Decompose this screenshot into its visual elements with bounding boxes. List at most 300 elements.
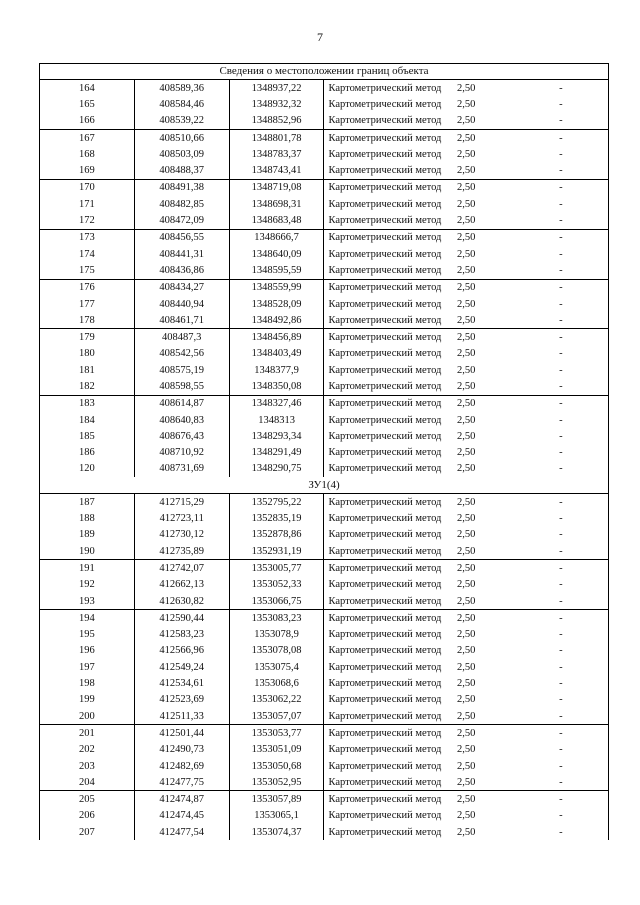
y-coordinate: 1348528,09 [229, 296, 324, 312]
precision: 2,50 [457, 298, 476, 310]
point-number: 189 [40, 527, 135, 543]
y-coordinate: 1348640,09 [229, 246, 324, 262]
method: Картометрический метод [324, 179, 419, 196]
precision: 2,50 [457, 776, 476, 788]
precision: 2,50 [457, 82, 476, 94]
point-number: 203 [40, 758, 135, 774]
method: Картометрический метод [324, 659, 419, 675]
y-coordinate: 1348403,49 [229, 346, 324, 362]
point-number: 172 [40, 212, 135, 229]
precision: 2,50 [419, 179, 514, 196]
y-coordinate: 1353053,77 [229, 725, 324, 742]
y-coordinate: 1352795,22 [229, 494, 324, 511]
precision: 2,50 [457, 364, 476, 376]
table-row [40, 395, 609, 412]
table-row [40, 824, 609, 840]
method: Картометрический метод [324, 577, 419, 593]
y-coordinate: 1348492,86 [229, 312, 324, 329]
point-number: 191 [40, 560, 135, 577]
point-number: 173 [40, 229, 135, 246]
method: Картометрический метод [324, 560, 419, 577]
point-number: 171 [40, 196, 135, 212]
y-coordinate: 1353057,89 [229, 791, 324, 808]
y-coordinate: 1348698,31 [229, 196, 324, 212]
y-coordinate: 1353078,08 [229, 643, 324, 659]
precision: 2,50 [457, 678, 476, 690]
description: - [514, 627, 609, 643]
description: - [514, 577, 609, 593]
y-coordinate: 1353078,9 [229, 627, 324, 643]
description: - [514, 362, 609, 378]
precision: 2,50 [419, 610, 514, 627]
table-row [40, 543, 609, 560]
point-number: 168 [40, 146, 135, 162]
table-row [40, 659, 609, 675]
x-coordinate: 408598,55 [134, 378, 229, 395]
y-coordinate: 1348559,99 [229, 279, 324, 296]
description: - [514, 196, 609, 212]
point-number: 169 [40, 162, 135, 179]
page-number: 7 [317, 30, 323, 44]
table-row [40, 362, 609, 378]
method: Картометрический метод [324, 395, 419, 412]
precision: 2,50 [457, 115, 476, 127]
description: - [514, 824, 609, 840]
x-coordinate: 412742,07 [134, 560, 229, 577]
x-coordinate: 412723,11 [134, 510, 229, 526]
description: - [514, 312, 609, 329]
y-coordinate: 1353050,68 [229, 758, 324, 774]
method: Картометрический метод [324, 362, 419, 378]
description: - [514, 659, 609, 675]
precision: 2,50 [419, 229, 514, 246]
method: Картометрический метод [324, 113, 419, 130]
table-row [40, 577, 609, 593]
table-row [40, 808, 609, 824]
x-coordinate: 412715,29 [134, 494, 229, 511]
table-row [40, 675, 609, 691]
y-coordinate: 1348666,7 [229, 229, 324, 246]
table-row [40, 692, 609, 708]
y-coordinate: 1353057,07 [229, 708, 324, 725]
point-number: 165 [40, 96, 135, 112]
y-coordinate: 1353062,22 [229, 692, 324, 708]
y-coordinate: 1348290,75 [229, 461, 324, 477]
table-row [40, 708, 609, 725]
description: - [514, 246, 609, 262]
point-number: 176 [40, 279, 135, 296]
method: Картометрический метод [324, 774, 419, 791]
point-number: 201 [40, 725, 135, 742]
x-coordinate: 412534,61 [134, 675, 229, 691]
point-number: 178 [40, 312, 135, 329]
point-number: 199 [40, 692, 135, 708]
boundary-coordinates-table [39, 63, 609, 840]
y-coordinate: 1353052,33 [229, 577, 324, 593]
description: - [514, 758, 609, 774]
method: Картометрический метод [324, 96, 419, 112]
method: Картометрический метод [324, 296, 419, 312]
method: Картометрический метод [324, 494, 419, 511]
precision: 2,50 [457, 314, 476, 326]
method: Картометрический метод [324, 246, 419, 262]
x-coordinate: 412583,23 [134, 627, 229, 643]
point-number: 204 [40, 774, 135, 791]
point-number: 175 [40, 262, 135, 279]
table-header-row [40, 64, 609, 80]
description: - [514, 179, 609, 196]
table-row [40, 262, 609, 279]
description: - [514, 129, 609, 146]
y-coordinate: 1353075,4 [229, 659, 324, 675]
precision: 2,50 [457, 810, 476, 822]
table-header: Сведения о местоположении границ объекта [40, 64, 609, 80]
x-coordinate: 408614,87 [134, 395, 229, 412]
x-coordinate: 408539,22 [134, 113, 229, 130]
precision: 2,50 [457, 165, 476, 177]
method: Картометрический метод [324, 146, 419, 162]
point-number: 167 [40, 129, 135, 146]
description: - [514, 146, 609, 162]
description: - [514, 262, 609, 279]
point-number: 166 [40, 113, 135, 130]
y-coordinate: 1353051,09 [229, 742, 324, 758]
x-coordinate: 408440,94 [134, 296, 229, 312]
precision: 2,50 [457, 595, 476, 607]
point-number: 183 [40, 395, 135, 412]
table-row [40, 146, 609, 162]
precision: 2,50 [457, 629, 476, 641]
method: Картометрический метод [324, 675, 419, 691]
point-number: 202 [40, 742, 135, 758]
precision: 2,50 [457, 710, 476, 722]
table-row [40, 791, 609, 808]
point-number: 164 [40, 80, 135, 97]
method: Картометрический метод [324, 791, 419, 808]
x-coordinate: 408456,55 [134, 229, 229, 246]
point-number: 179 [40, 329, 135, 346]
x-coordinate: 412549,24 [134, 659, 229, 675]
precision: 2,50 [457, 148, 476, 160]
method: Картометрический метод [324, 129, 419, 146]
table-row [40, 296, 609, 312]
y-coordinate: 1348293,34 [229, 428, 324, 444]
point-number: 193 [40, 593, 135, 610]
y-coordinate: 1348377,9 [229, 362, 324, 378]
table-row [40, 758, 609, 774]
x-coordinate: 408488,37 [134, 162, 229, 179]
description: - [514, 113, 609, 130]
description: - [514, 445, 609, 461]
point-number: 180 [40, 346, 135, 362]
table-row [40, 80, 609, 97]
table-row [40, 96, 609, 112]
table-row [40, 312, 609, 329]
description: - [514, 791, 609, 808]
precision: 2,50 [457, 264, 476, 276]
table-row [40, 246, 609, 262]
point-number: 186 [40, 445, 135, 461]
precision: 2,50 [457, 430, 476, 442]
x-coordinate: 408434,27 [134, 279, 229, 296]
method: Картометрический метод [324, 692, 419, 708]
precision: 2,50 [457, 529, 476, 541]
precision: 2,50 [457, 215, 476, 227]
method: Картометрический метод [324, 428, 419, 444]
method: Картометрический метод [324, 329, 419, 346]
precision: 2,50 [457, 744, 476, 756]
method: Картометрический метод [324, 725, 419, 742]
description: - [514, 279, 609, 296]
description: - [514, 560, 609, 577]
x-coordinate: 408589,36 [134, 80, 229, 97]
table-row [40, 610, 609, 627]
point-number: 120 [40, 461, 135, 477]
method: Картометрический метод [324, 412, 419, 428]
description: - [514, 395, 609, 412]
description: - [514, 412, 609, 428]
y-coordinate: 1353052,95 [229, 774, 324, 791]
description: - [514, 296, 609, 312]
description: - [514, 346, 609, 362]
description: - [514, 494, 609, 511]
precision: 2,50 [457, 380, 476, 392]
table-row [40, 229, 609, 246]
precision: 2,50 [457, 248, 476, 260]
method: Картометрический метод [324, 80, 419, 97]
table-row [40, 461, 609, 477]
x-coordinate: 408575,19 [134, 362, 229, 378]
precision: 2,50 [457, 826, 476, 838]
y-coordinate: 1348801,78 [229, 129, 324, 146]
precision: 2,50 [419, 791, 514, 808]
x-coordinate: 412511,33 [134, 708, 229, 725]
y-coordinate: 1348595,59 [229, 262, 324, 279]
precision: 2,50 [457, 661, 476, 673]
method: Картометрический метод [324, 758, 419, 774]
method: Картометрический метод [324, 808, 419, 824]
method: Картометрический метод [324, 279, 419, 296]
method: Картометрический метод [324, 643, 419, 659]
y-coordinate: 1352878,86 [229, 527, 324, 543]
x-coordinate: 412662,13 [134, 577, 229, 593]
precision: 2,50 [457, 513, 476, 525]
method: Картометрический метод [324, 708, 419, 725]
x-coordinate: 412477,54 [134, 824, 229, 840]
table-row [40, 527, 609, 543]
description: - [514, 428, 609, 444]
method: Картометрический метод [324, 312, 419, 329]
point-number: 195 [40, 627, 135, 643]
description: - [514, 543, 609, 560]
y-coordinate: 1353068,6 [229, 675, 324, 691]
y-coordinate: 1348932,32 [229, 96, 324, 112]
precision: 2,50 [457, 463, 476, 475]
section-title: ЗУ1(4) [40, 477, 609, 494]
table-row [40, 445, 609, 461]
x-coordinate: 408676,43 [134, 428, 229, 444]
x-coordinate: 408584,46 [134, 96, 229, 112]
table-row [40, 329, 609, 346]
precision: 2,50 [419, 560, 514, 577]
description: - [514, 96, 609, 112]
precision: 2,50 [457, 545, 476, 557]
point-number: 170 [40, 179, 135, 196]
x-coordinate: 412490,73 [134, 742, 229, 758]
point-number: 207 [40, 824, 135, 840]
table-row [40, 179, 609, 196]
y-coordinate: 1348350,08 [229, 378, 324, 395]
table-row [40, 378, 609, 395]
x-coordinate: 412474,87 [134, 791, 229, 808]
x-coordinate: 408487,3 [134, 329, 229, 346]
point-number: 185 [40, 428, 135, 444]
method: Картометрический метод [324, 824, 419, 840]
precision: 2,50 [457, 98, 476, 110]
method: Картометрический метод [324, 378, 419, 395]
table-row [40, 412, 609, 428]
precision: 2,50 [457, 645, 476, 657]
point-number: 192 [40, 577, 135, 593]
precision: 2,50 [419, 725, 514, 742]
point-number: 196 [40, 643, 135, 659]
table-row [40, 129, 609, 146]
precision: 2,50 [457, 198, 476, 210]
description: - [514, 675, 609, 691]
method: Картометрический метод [324, 527, 419, 543]
precision: 2,50 [457, 348, 476, 360]
method: Картометрический метод [324, 445, 419, 461]
table-row [40, 627, 609, 643]
x-coordinate: 408510,66 [134, 129, 229, 146]
table-row [40, 196, 609, 212]
x-coordinate: 412630,82 [134, 593, 229, 610]
y-coordinate: 1348683,48 [229, 212, 324, 229]
precision: 2,50 [419, 494, 514, 511]
y-coordinate: 1348852,96 [229, 113, 324, 130]
description: - [514, 692, 609, 708]
precision: 2,50 [457, 447, 476, 459]
method: Картометрический метод [324, 510, 419, 526]
y-coordinate: 1353065,1 [229, 808, 324, 824]
method: Картометрический метод [324, 346, 419, 362]
y-coordinate: 1348291,49 [229, 445, 324, 461]
method: Картометрический метод [324, 461, 419, 477]
y-coordinate: 1348783,37 [229, 146, 324, 162]
description: - [514, 643, 609, 659]
x-coordinate: 412482,69 [134, 758, 229, 774]
table-row [40, 725, 609, 742]
method: Картометрический метод [324, 610, 419, 627]
y-coordinate: 1348743,41 [229, 162, 324, 179]
table-row [40, 643, 609, 659]
point-number: 177 [40, 296, 135, 312]
description: - [514, 742, 609, 758]
description: - [514, 527, 609, 543]
description: - [514, 229, 609, 246]
method: Картометрический метод [324, 262, 419, 279]
precision: 2,50 [457, 760, 476, 772]
description: - [514, 329, 609, 346]
point-number: 187 [40, 494, 135, 511]
y-coordinate: 1348327,46 [229, 395, 324, 412]
point-number: 184 [40, 412, 135, 428]
method: Картометрический метод [324, 742, 419, 758]
description: - [514, 378, 609, 395]
table-row [40, 346, 609, 362]
x-coordinate: 408640,83 [134, 412, 229, 428]
x-coordinate: 408461,71 [134, 312, 229, 329]
method: Картометрический метод [324, 543, 419, 560]
x-coordinate: 408436,86 [134, 262, 229, 279]
method: Картометрический метод [324, 229, 419, 246]
point-number: 188 [40, 510, 135, 526]
x-coordinate: 412730,12 [134, 527, 229, 543]
description: - [514, 80, 609, 97]
precision: 2,50 [419, 395, 514, 412]
table-body [40, 80, 609, 841]
table-row [40, 560, 609, 577]
x-coordinate: 412590,44 [134, 610, 229, 627]
y-coordinate: 1348313 [229, 412, 324, 428]
y-coordinate: 1348937,22 [229, 80, 324, 97]
y-coordinate: 1353066,75 [229, 593, 324, 610]
point-number: 190 [40, 543, 135, 560]
point-number: 174 [40, 246, 135, 262]
method: Картометрический метод [324, 212, 419, 229]
x-coordinate: 408710,92 [134, 445, 229, 461]
table-row [40, 279, 609, 296]
table-row [40, 593, 609, 610]
x-coordinate: 408491,38 [134, 179, 229, 196]
table-row [40, 212, 609, 229]
table-row [40, 510, 609, 526]
point-number: 182 [40, 378, 135, 395]
point-number: 181 [40, 362, 135, 378]
point-number: 205 [40, 791, 135, 808]
y-coordinate: 1353083,23 [229, 610, 324, 627]
table-row [40, 494, 609, 511]
description: - [514, 593, 609, 610]
description: - [514, 461, 609, 477]
y-coordinate: 1352835,19 [229, 510, 324, 526]
point-number: 198 [40, 675, 135, 691]
table-row [40, 742, 609, 758]
precision: 2,50 [419, 329, 514, 346]
method: Картометрический метод [324, 627, 419, 643]
table-row [40, 162, 609, 179]
method: Картометрический метод [324, 162, 419, 179]
x-coordinate: 408542,56 [134, 346, 229, 362]
y-coordinate: 1348456,89 [229, 329, 324, 346]
table-row [40, 113, 609, 130]
point-number: 206 [40, 808, 135, 824]
x-coordinate: 412477,75 [134, 774, 229, 791]
table-row [40, 774, 609, 791]
method: Картометрический метод [324, 593, 419, 610]
x-coordinate: 408441,31 [134, 246, 229, 262]
x-coordinate: 408472,09 [134, 212, 229, 229]
x-coordinate: 412474,45 [134, 808, 229, 824]
description: - [514, 774, 609, 791]
description: - [514, 162, 609, 179]
precision: 2,50 [457, 579, 476, 591]
precision: 2,50 [419, 129, 514, 146]
description: - [514, 708, 609, 725]
x-coordinate: 412566,96 [134, 643, 229, 659]
point-number: 197 [40, 659, 135, 675]
x-coordinate: 408731,69 [134, 461, 229, 477]
